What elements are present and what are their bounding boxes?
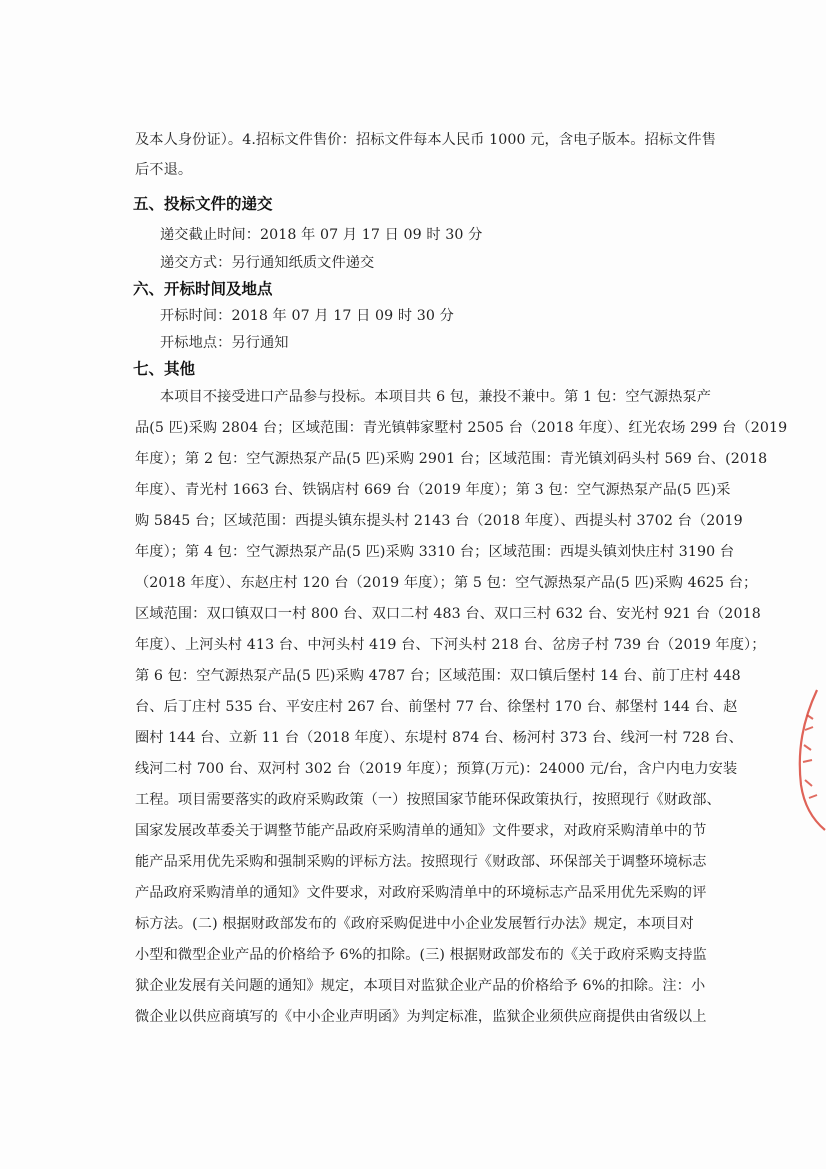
para-line: 购 5845 台；区域范围：西提头镇东提头村 2143 台（2018 年度）、西提头村 3702 台（2019 (135, 513, 743, 529)
para-line: 年度）、上河头村 413 台、中河头村 419 台、下河头村 218 台、岔房子村 739 台（2019 年度）； (135, 637, 766, 653)
para-line: 标方法。(二) 根据财政部发布的《政府采购促进中小企业发展暂行办法》规定，本项目对 (135, 916, 694, 932)
para-line: 小型和微型企业产品的价格给予 6%的扣除。(三) 根据财政部发布的《关于政府采购支持监 (135, 947, 707, 963)
para-line: 年度）；第 4 包：空气源热泵产品(5 匹)采购 3310 台；区域范围：西堤头镇刘快庄村 3190 台 (135, 544, 735, 560)
submission-method: 递交方式：另行通知纸质文件递交 (160, 255, 375, 271)
section-7-heading: 七、其他 (133, 360, 196, 378)
para-line: （2018 年度）、东赵庄村 120 台（2019 年度）；第 5 包：空气源热泵产品(5 匹)采购 4625 台； (135, 575, 758, 591)
section-5-heading: 五、投标文件的递交 (133, 195, 273, 213)
para-line: 年度）；第 2 包：空气源热泵产品(5 匹)采购 2901 台；区域范围：青光镇刘码头村 569 台、(2018 (135, 451, 768, 467)
seal-stamp-icon (795, 690, 835, 830)
para-line: 第 6 包：空气源热泵产品(5 匹)采购 4787 台；区域范围：双口镇后堡村 14 台、前丁庄村 448 (135, 668, 741, 684)
section-6-heading: 六、开标时间及地点 (133, 280, 273, 298)
para-line: 品(5 匹)采购 2804 台；区域范围：青光镇韩家墅村 2505 台（2018 年度）、红光农场 299 台（2019 (135, 420, 788, 436)
para-line: 工程。项目需要落实的政府采购政策（一）按照国家节能环保政策执行，按照现行《财政部、 (135, 792, 721, 808)
opening-place: 开标地点：另行通知 (160, 335, 289, 351)
para-line: 年度）、青光村 1663 台、铁锅店村 669 台（2019 年度）；第 3 包：空气源热泵产品(5 匹)采 (135, 482, 731, 498)
para-line: 微企业以供应商填写的《中小企业声明函》为判定标准，监狱企业须供应商提供由省级以上 (135, 1009, 707, 1025)
para-line: 狱企业发展有关问题的通知》规定，本项目对监狱企业产品的价格给予 6%的扣除。注：小 (135, 978, 706, 994)
para-line: 线河二村 700 台、双河村 302 台（2019 年度）；预算(万元)：24000 元/台，含户内电力安装 (135, 761, 738, 777)
para-line: 台、后丁庄村 535 台、平安庄村 267 台、前堡村 77 台、徐堡村 170 台、郝堡村 144 台、赵 (135, 699, 738, 715)
text-line-1: 及本人身份证）。4.招标文件售价：招标文件每本人民币 1000 元，含电子版本。招标文件售 (135, 132, 717, 148)
submission-deadline: 递交截止时间：2018 年 07 月 17 日 09 时 30 分 (160, 227, 483, 243)
opening-time: 开标时间：2018 年 07 月 17 日 09 时 30 分 (160, 308, 454, 324)
text-line-2: 后不退。 (135, 162, 193, 178)
para-line: 能产品采用优先采购和强制采购的评标方法。按照现行《财政部、环保部关于调整环境标志 (135, 854, 707, 870)
para-line: 产品政府采购清单的通知》文件要求，对政府采购清单中的环境标志产品采用优先采购的评 (135, 885, 707, 901)
para-line: 本项目不接受进口产品参与投标。本项目共 6 包，兼投不兼中。第 1 包：空气源热泵产 (160, 389, 712, 405)
para-line: 国家发展改革委关于调整节能产品政府采购清单的通知》文件要求，对政府采购清单中的节 (135, 823, 707, 839)
para-line: 区域范围：双口镇双口一村 800 台、双口二村 483 台、双口三村 632 台、安光村 921 台（2018 (135, 606, 761, 622)
para-line: 圈村 144 台、立新 11 台（2018 年度）、东堤村 874 台、杨河村 373 台、线河一村 728 台、 (135, 730, 743, 746)
